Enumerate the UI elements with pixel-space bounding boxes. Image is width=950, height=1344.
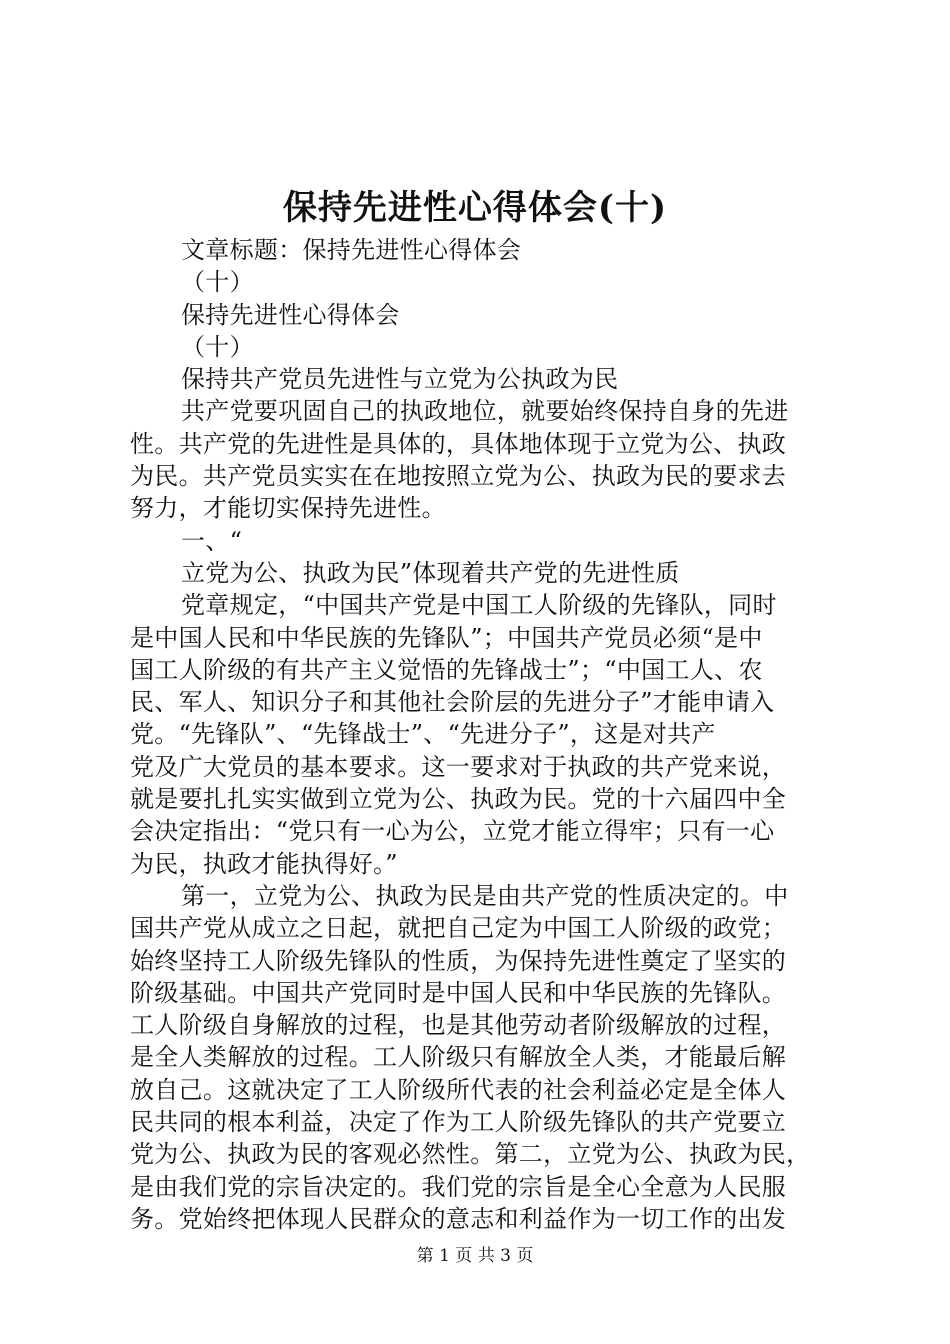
text-line: 党。“先锋队”、“先锋战士”、“先进分子”，这是对共产 xyxy=(130,720,716,749)
page-footer: 第 1 页 共 3 页 xyxy=(416,1246,534,1266)
text-line: 会决定指出：“党只有一心为公，立党才能立得牢；只有一心 xyxy=(130,817,775,846)
text-line: 是全人类解放的过程。工人阶级只有解放全人类，才能最后解 xyxy=(130,1043,787,1072)
text-line: 党章规定，“中国共产党是中国工人阶级的先锋队，同时 xyxy=(181,591,777,620)
text-line: （十） xyxy=(181,332,254,361)
text-line: 党及广大党员的基本要求。这一要求对于执政的共产党来说， xyxy=(130,752,787,781)
text-line: 国共产党从成立之日起，就把自己定为中国工人阶级的政党； xyxy=(130,914,787,943)
document-body xyxy=(130,234,830,1235)
text-line: 民共同的根本利益，决定了作为工人阶级先锋队的共产党要立 xyxy=(130,1108,787,1137)
text-line: 放自己。这就决定了工人阶级所代表的社会利益必定是全体人 xyxy=(130,1075,787,1104)
text-line: 务。党始终把体现人民群众的意志和利益作为一切工作的出发 xyxy=(130,1204,787,1233)
text-line: （十） xyxy=(181,268,254,297)
text-line: 为民，执政才能执得好。” xyxy=(130,849,398,878)
text-line: 第一，立党为公、执政为民是由共产党的性质决定的。中 xyxy=(181,881,789,910)
text-line: 保持共产党员先进性与立党为公执政为民 xyxy=(181,365,619,394)
text-line: 努力，才能切实保持先进性。 xyxy=(130,494,446,523)
document-title: 保持先进性心得体会(十) xyxy=(282,188,668,228)
text-line: 立党为公、执政为民”体现着共产党的先进性质 xyxy=(181,558,680,587)
text-line: 文章标题：保持先进性心得体会 xyxy=(181,236,522,264)
text-line: 工人阶级自身解放的过程，也是其他劳动者阶级解放的过程， xyxy=(130,1011,787,1040)
text-line: 是由我们党的宗旨决定的。我们党的宗旨是全心全意为人民服 xyxy=(130,1172,787,1201)
text-line: 党为公、执政为民的客观必然性。第二，立党为公、执政为民， xyxy=(130,1140,811,1169)
text-line: 是中国人民和中华民族的先锋队”；中国共产党员必须“是中 xyxy=(130,623,763,652)
text-line: 保持先进性心得体会 xyxy=(181,300,400,329)
text-line: 性。共产党的先进性是具体的，具体地体现于立党为公、执政 xyxy=(130,429,787,458)
text-line: 为民。共产党员实实在在地按照立党为公、执政为民的要求去 xyxy=(130,462,787,491)
text-line: 共产党要巩固自己的执政地位，就要始终保持自身的先进 xyxy=(181,397,789,426)
text-line: 民、军人、知识分子和其他社会阶层的先进分子”才能申请入 xyxy=(130,688,775,717)
text-line: 阶级基础。中国共产党同时是中国人民和中华民族的先锋队。 xyxy=(130,978,787,1007)
text-line: 国工人阶级的有共产主义觉悟的先锋战士”；“中国工人、农 xyxy=(130,655,763,684)
text-line: 就是要扎扎实实做到立党为公、执政为民。党的十六届四中全 xyxy=(130,785,787,814)
text-line: 一、“ xyxy=(181,526,243,555)
text-line: 始终坚持工人阶级先锋队的性质，为保持先进性奠定了坚实的 xyxy=(130,946,787,975)
